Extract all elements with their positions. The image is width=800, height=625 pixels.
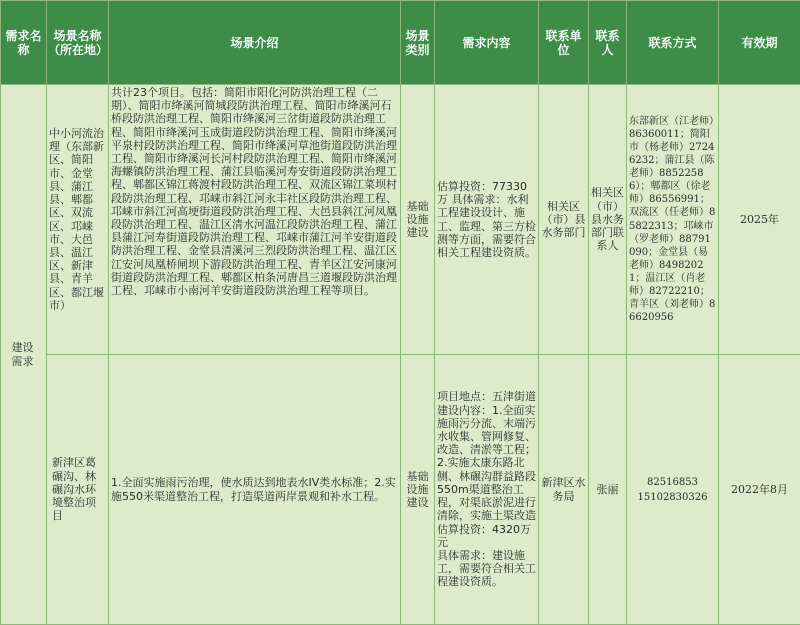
validity-cell: 2025年: [719, 85, 800, 355]
demand-cell: 估算投资：77330万 具体需求：水利工程建设设计、施工、监理、第三方检测等方面，需要符合相关工程建设资质。: [435, 85, 539, 355]
header-scene-type: 场景类别: [401, 1, 435, 85]
scene-name-cell: 中小河流治理（东部新区、简阳市、金堂县、蒲江县、郫都区、双流区、邛崃市、大邑县、温江区、新津县、青羊区、都江堰市）: [47, 85, 109, 355]
header-unit: 联系单位: [539, 1, 589, 85]
demand-cell: 项目地点：五津街道 建设内容：1.全面实施雨污分流、末端污水收集、管网修复、改造、清淤等工程； 2.实施太康东路北侧、林碾沟群益路段550m渠道整治工程，对渠底淤泥进行清除，实施土渠改造 估算投资：4320万元 具体需求：建设施工，需要符合相关工程建设资质。: [435, 355, 539, 625]
header-row: [1, 1, 800, 85]
unit-cell: 相关区（市）县水务部门: [539, 85, 589, 355]
header-person: 联系人: [589, 1, 627, 85]
contact-cell: 东部新区（江老师）86360011；简阳市（杨老师）27246232；蒲江县（陈老师）88522586）；郫都区（徐老师）86556991；双流区（任老师）85822313；邛崃市（罗老师）88791090；金堂县（易老师）84982021；温江区（肖老师）82722210；青羊区（刘老师）86620956: [627, 85, 719, 355]
header-scene-name: 场景名称（所在地）: [47, 1, 109, 85]
scene-intro-cell: 共计23个项目。包括：简阳市阳化河防洪治理工程（二期）、简阳市绛溪河简城段防洪治理工程、简阳市绛溪河石桥段防洪治理工程、简阳市绛溪河三岔街道段防洪治理工程、简阳市绛溪河玉成街道段防洪治理工程、简阳市绛溪河平泉村段防洪治理工程、简阳市绛溪河草池街道段防洪治理工程、简阳市绛溪河长河村段防洪治理工程、简阳市绛溪河海螺镇防洪治理工程、蒲江县临溪河寿安街道段防洪治理工程、郫都区锦江蒋渡村段防洪治理工程、双流区锦江菜坝村段防洪治理工程、邛崃市斜江河永丰社区段防洪治理工程、邛崃市斜江河高埂街道段防洪治理工程、大邑县斜江河凤凰段防洪治理工程、温江区清水河温江段防洪治理工程、蒲江县蒲江河寿街道段防洪治理工程、邛崃市蒲江河羊安街道段防洪治理工程、金堂县清溪河三烈段防洪治理工程、温江区江安河凤凰桥闸坝下游段防洪治理工程、青羊区江安河康河街道段防洪治理工程、郫都区柏条河唐昌三道堰段防洪治理工程、邛崃市小南河羊安街道段防洪治理工程等项目。: [109, 85, 401, 355]
person-cell: 相关区（市）县水务部门联系人: [589, 85, 627, 355]
validity-cell: 2022年8月: [719, 355, 800, 625]
table-row: [1, 85, 800, 355]
header-name: 需求名称: [1, 1, 47, 85]
scene-type-cell: 基础设施建设: [401, 355, 435, 625]
scene-intro-cell: 1.全面实施雨污治理，使水质达到地表水IV类水标准；2.实施550米渠道整治工程，打造渠道两岸景观和补水工程。: [109, 355, 401, 625]
scene-type-cell: 基础设施建设: [401, 85, 435, 355]
table-row: [1, 355, 800, 625]
header-contact: 联系方式: [627, 1, 719, 85]
person-cell: 张丽: [589, 355, 627, 625]
header-validity: 有效期: [719, 1, 800, 85]
header-scene-intro: 场景介绍: [109, 1, 401, 85]
unit-cell: 新津区水务局: [539, 355, 589, 625]
scene-name-cell: 新津区葛碾沟、林碾沟水环境整治项目: [47, 355, 109, 625]
header-demand: 需求内容: [435, 1, 539, 85]
category-cell: 建设需求: [1, 85, 47, 625]
contact-cell: 82516853 15102830326: [627, 355, 719, 625]
